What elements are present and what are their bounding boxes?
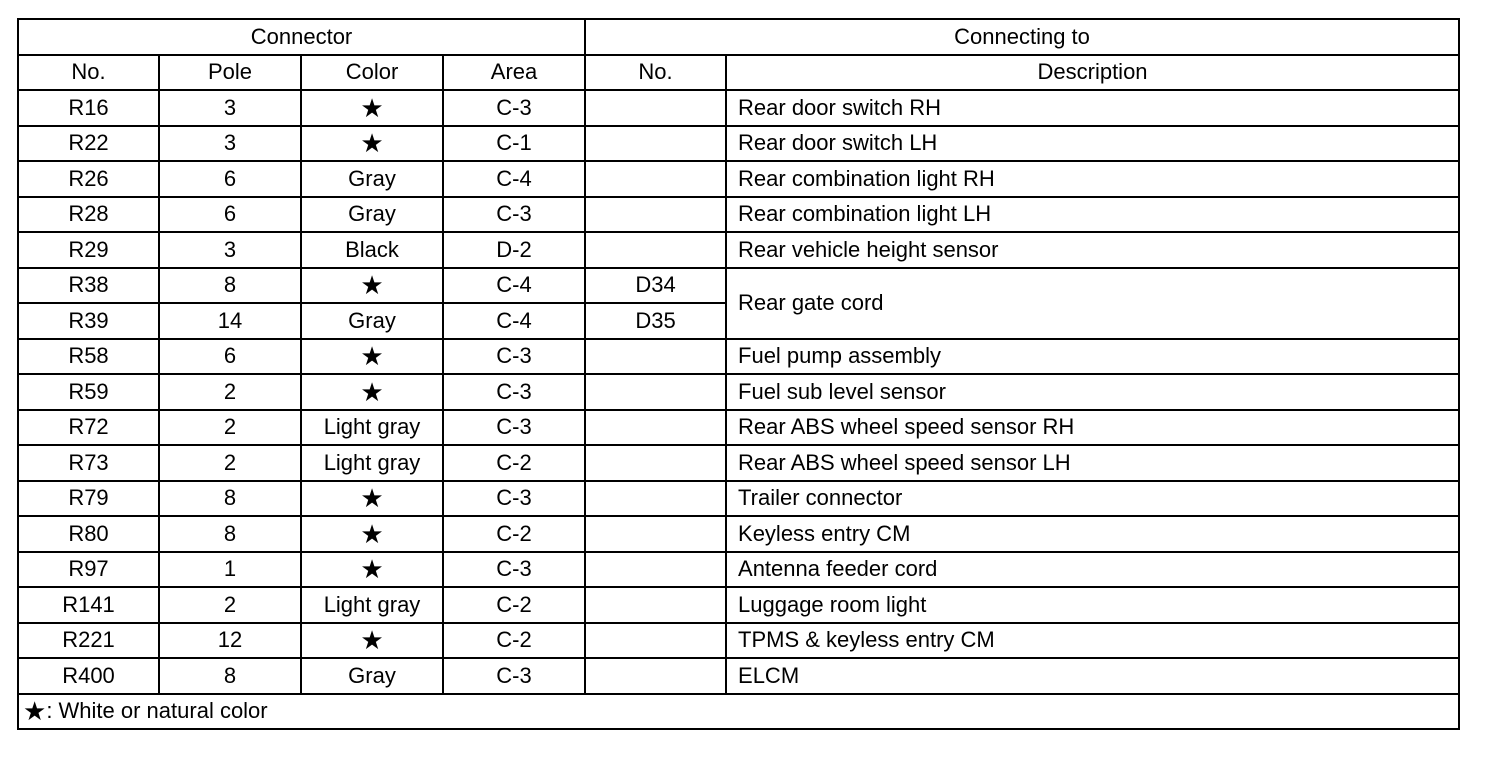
cell-area: C-2	[443, 587, 585, 623]
legend	[18, 694, 1459, 730]
cell-to-no	[585, 161, 726, 197]
cell-no: R28	[18, 197, 159, 233]
cell-area: C-3	[443, 658, 585, 694]
cell-pole: 12	[159, 623, 301, 659]
cell-area: C-3	[443, 197, 585, 233]
header-to-no: No.	[585, 55, 726, 91]
cell-description: Rear combination light LH	[726, 197, 1459, 233]
cell-no: R97	[18, 552, 159, 588]
header-connector: Connector	[18, 19, 585, 55]
cell-color: Black	[301, 232, 443, 268]
cell-color-star-icon: ★	[301, 481, 443, 517]
cell-no: R16	[18, 90, 159, 126]
star-icon: ★	[23, 695, 47, 726]
cell-description: Luggage room light	[726, 587, 1459, 623]
table-row	[18, 623, 1459, 659]
cell-no: R26	[18, 161, 159, 197]
cell-color: Light gray	[301, 410, 443, 446]
cell-description: Antenna feeder cord	[726, 552, 1459, 588]
cell-color: Light gray	[301, 445, 443, 481]
cell-description: TPMS & keyless entry CM	[726, 623, 1459, 659]
cell-no: R79	[18, 481, 159, 517]
cell-pole: 6	[159, 339, 301, 375]
table-row	[18, 126, 1459, 162]
cell-no: R39	[18, 303, 159, 339]
cell-color-star-icon: ★	[301, 90, 443, 126]
table-row	[18, 90, 1459, 126]
cell-no: R400	[18, 658, 159, 694]
cell-pole: 8	[159, 516, 301, 552]
cell-area: C-4	[443, 268, 585, 304]
table-row	[18, 339, 1459, 375]
cell-to-no	[585, 658, 726, 694]
cell-no: R38	[18, 268, 159, 304]
cell-pole: 8	[159, 481, 301, 517]
cell-color-star-icon: ★	[301, 516, 443, 552]
cell-description: Keyless entry CM	[726, 516, 1459, 552]
cell-color-star-icon: ★	[301, 268, 443, 304]
cell-area: C-3	[443, 410, 585, 446]
cell-area: C-3	[443, 339, 585, 375]
table-row	[18, 445, 1459, 481]
cell-to-no	[585, 552, 726, 588]
cell-description: Trailer connector	[726, 481, 1459, 517]
cell-description: ELCM	[726, 658, 1459, 694]
cell-to-no	[585, 587, 726, 623]
header-row-columns	[18, 55, 1459, 91]
header-pole: Pole	[159, 55, 301, 91]
cell-pole: 1	[159, 552, 301, 588]
header-area: Area	[443, 55, 585, 91]
cell-area: C-3	[443, 552, 585, 588]
cell-to-no	[585, 623, 726, 659]
cell-area: C-2	[443, 623, 585, 659]
cell-to-no	[585, 516, 726, 552]
cell-area: C-2	[443, 516, 585, 552]
cell-pole: 2	[159, 374, 301, 410]
table-row	[18, 587, 1459, 623]
table-row	[18, 516, 1459, 552]
cell-to-no	[585, 374, 726, 410]
cell-color-star-icon: ★	[301, 374, 443, 410]
cell-no: R141	[18, 587, 159, 623]
cell-description: Fuel sub level sensor	[726, 374, 1459, 410]
table-row	[18, 161, 1459, 197]
cell-area: C-2	[443, 445, 585, 481]
cell-pole: 2	[159, 445, 301, 481]
cell-no: R29	[18, 232, 159, 268]
cell-no: R72	[18, 410, 159, 446]
cell-pole: 3	[159, 126, 301, 162]
cell-pole: 14	[159, 303, 301, 339]
cell-color-star-icon: ★	[301, 623, 443, 659]
table-row	[18, 374, 1459, 410]
cell-color-star-icon: ★	[301, 339, 443, 375]
cell-no: R80	[18, 516, 159, 552]
table-row	[18, 232, 1459, 268]
cell-pole: 2	[159, 410, 301, 446]
cell-color-star-icon: ★	[301, 126, 443, 162]
cell-to-no	[585, 197, 726, 233]
cell-area: C-1	[443, 126, 585, 162]
cell-pole: 3	[159, 232, 301, 268]
header-description: Description	[726, 55, 1459, 91]
cell-to-no	[585, 232, 726, 268]
cell-description: Rear door switch RH	[726, 90, 1459, 126]
header-connecting-to: Connecting to	[585, 19, 1459, 55]
cell-color-star-icon: ★	[301, 552, 443, 588]
cell-area: C-4	[443, 161, 585, 197]
cell-area: C-3	[443, 374, 585, 410]
cell-no: R58	[18, 339, 159, 375]
table-row	[18, 552, 1459, 588]
table-row	[18, 197, 1459, 233]
cell-pole: 3	[159, 90, 301, 126]
table-row	[18, 268, 1459, 304]
cell-description: Fuel pump assembly	[726, 339, 1459, 375]
header-color: Color	[301, 55, 443, 91]
cell-no: R73	[18, 445, 159, 481]
cell-description: Rear ABS wheel speed sensor RH	[726, 410, 1459, 446]
legend-row	[18, 694, 1459, 730]
cell-description: Rear door switch LH	[726, 126, 1459, 162]
cell-to-no	[585, 126, 726, 162]
cell-color: Gray	[301, 197, 443, 233]
cell-no: R221	[18, 623, 159, 659]
cell-color: Gray	[301, 303, 443, 339]
cell-no: R22	[18, 126, 159, 162]
cell-pole: 8	[159, 268, 301, 304]
cell-pole: 8	[159, 658, 301, 694]
cell-to-no	[585, 445, 726, 481]
cell-area: C-3	[443, 481, 585, 517]
cell-color: Gray	[301, 161, 443, 197]
cell-area: C-3	[443, 90, 585, 126]
cell-description: Rear combination light RH	[726, 161, 1459, 197]
cell-no: R59	[18, 374, 159, 410]
table-row	[18, 410, 1459, 446]
cell-to-no: D35	[585, 303, 726, 339]
legend-text: : White or natural color	[46, 697, 268, 723]
cell-description: Rear vehicle height sensor	[726, 232, 1459, 268]
cell-area: D-2	[443, 232, 585, 268]
cell-color: Light gray	[301, 587, 443, 623]
cell-color: Gray	[301, 658, 443, 694]
cell-to-no: D34	[585, 268, 726, 304]
cell-pole: 6	[159, 197, 301, 233]
table-row	[18, 481, 1459, 517]
cell-pole: 6	[159, 161, 301, 197]
cell-description: Rear ABS wheel speed sensor LH	[726, 445, 1459, 481]
cell-to-no	[585, 339, 726, 375]
cell-to-no	[585, 481, 726, 517]
cell-to-no	[585, 90, 726, 126]
cell-description: Rear gate cord	[726, 268, 1459, 339]
cell-to-no	[585, 410, 726, 446]
cell-area: C-4	[443, 303, 585, 339]
header-no: No.	[18, 55, 159, 91]
header-row-group	[18, 19, 1459, 55]
cell-pole: 2	[159, 587, 301, 623]
table-row	[18, 658, 1459, 694]
connector-table	[17, 18, 1460, 730]
